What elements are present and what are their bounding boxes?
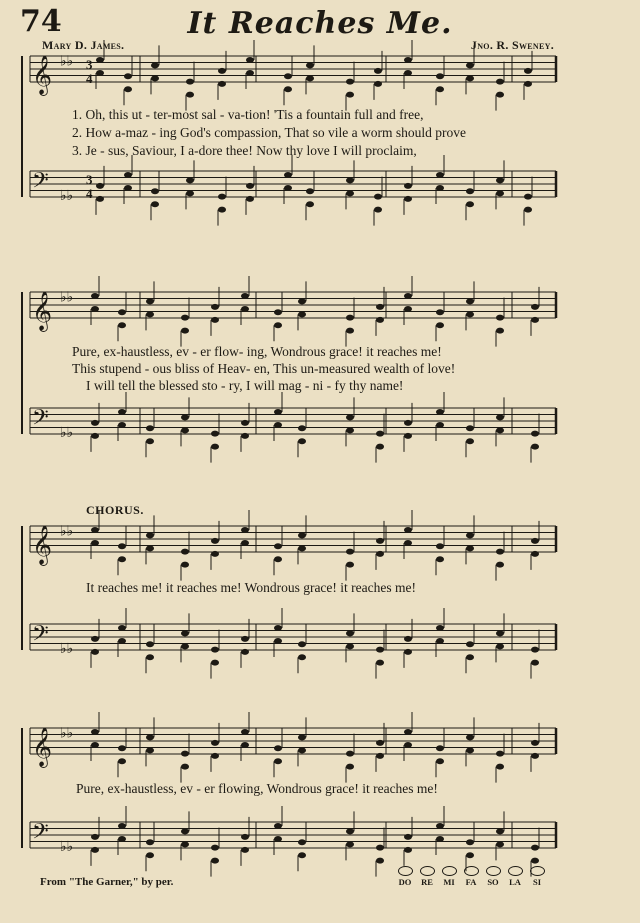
svg-text:♭♭: ♭♭ (60, 642, 74, 657)
solfege-so: SO (482, 866, 504, 887)
svg-text:♭♭: ♭♭ (60, 726, 74, 742)
svg-text:4: 4 (86, 71, 93, 86)
svg-text:3: 3 (86, 172, 93, 187)
hymn-title: It Reaches Me. (187, 6, 453, 41)
solfege-la: LA (504, 866, 526, 887)
svg-text:♭♭: ♭♭ (60, 840, 74, 855)
solfege-fa: FA (460, 866, 482, 887)
author-credit: Mary D. James. (42, 38, 125, 52)
svg-text:♭♭: ♭♭ (60, 524, 74, 540)
svg-text:♭♭: ♭♭ (60, 189, 74, 204)
composer-credit: Jno. R. Sweney. (470, 38, 554, 52)
svg-text:𝄢: 𝄢 (32, 621, 49, 652)
svg-text:𝄞: 𝄞 (32, 727, 53, 767)
svg-text:3: 3 (86, 57, 93, 72)
solfege-re: RE (416, 866, 438, 887)
svg-text:𝄢: 𝄢 (32, 168, 49, 199)
verse-3-line-2: I will tell the blessed sto - ry, I will mag - ni - fy thy name! (86, 378, 404, 393)
svg-text:𝄞: 𝄞 (32, 291, 53, 331)
verse-1-line-2: Pure, ex-haustless, ev - er flow- ing, Wondrous grace! it reaches me! (72, 344, 442, 359)
svg-text:♭♭: ♭♭ (60, 54, 74, 70)
solfege-si: SI (526, 866, 548, 887)
verse-1-line-1: 1. Oh, this ut - ter-most sal - va-tion! 'Tis a fountain full and free, (72, 107, 424, 122)
chorus-lyric: It reaches me! it reaches me! Wondrous grace! it reaches me! (86, 580, 416, 595)
solfege-mi: MI (438, 866, 460, 887)
svg-text:𝄢: 𝄢 (32, 405, 49, 436)
verse-3-line-1: 3. Je - sus, Saviour, I a-dore thee! Now thy love I will proclaim, (72, 143, 417, 158)
verse-2-line-2: This stupend - ous bliss of Heav- en, This un-measured wealth of love! (72, 361, 456, 376)
hymn-number: 74 (20, 4, 62, 39)
chorus-lyric-2: Pure, ex-haustless, ev - er flowing, Wondrous grace! it reaches me! (76, 781, 438, 796)
svg-text:𝄢: 𝄢 (32, 819, 49, 850)
footer-source: From "The Garner," by per. (40, 876, 174, 888)
chorus-label: CHORUS. (86, 503, 144, 517)
svg-text:4: 4 (86, 186, 93, 201)
solfege-do: DO (394, 866, 416, 887)
svg-text:𝄞: 𝄞 (32, 525, 53, 565)
svg-text:♭♭: ♭♭ (60, 426, 74, 441)
svg-text:♭♭: ♭♭ (60, 290, 74, 306)
svg-text:𝄞: 𝄞 (32, 55, 53, 95)
verse-2-line-1: 2. How a-maz - ing God's compassion, That so vile a worm should prove (72, 125, 466, 140)
